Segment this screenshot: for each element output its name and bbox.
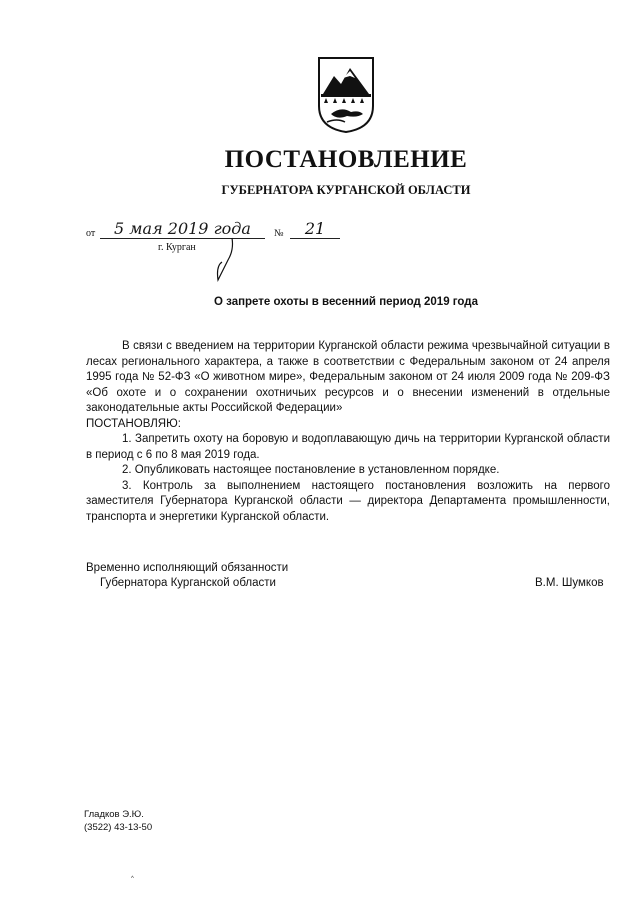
executor-name: Гладков Э.Ю. [84, 809, 144, 820]
resolution-item-1: 1. Запретить охоту на боровую и водоплавающую дичь на территории Курганской области в период с 6 по 8 мая 2019 года. [86, 433, 610, 461]
signatory-position-line2: Губернатора Курганской области [100, 577, 276, 589]
footer-mark: ^ [131, 876, 134, 882]
resolution-item-3: 3. Контроль за выполнением настоящего постановления возложить на первого заместителя Губернатора Курганской области — директора Департамента промышленности, транспорта и энергетики Курганской области. [86, 479, 610, 523]
date-prefix: от [86, 228, 96, 239]
number-label: № [274, 228, 284, 239]
handwritten-date: 5 мая 2019 года [100, 220, 265, 239]
resolve-word: ПОСТАНОВЛЯЮ: [86, 417, 181, 430]
coat-of-arms-icon [317, 56, 375, 134]
resolution-body [86, 339, 610, 525]
document-title: ПОСТАНОВЛЕНИЕ [224, 146, 468, 173]
resolution-item-2: 2. Опубликовать настоящее постановление в установленном порядке. [122, 464, 500, 476]
handwritten-mark-icon [210, 236, 240, 282]
signatory-name: В.М. Шумков [535, 577, 604, 589]
date-number-block [86, 220, 356, 280]
handwritten-number: 21 [290, 220, 340, 239]
preamble-paragraph: В связи с введением на территории Курганской области режима чрезвычайной ситуации в лесах регионального характера, а также в соответствии с Федеральным законом от 24 апреля 1995 года № 52-ФЗ «О животном мире», Федеральным законом от 24 июля 2009 года № 209-ФЗ «Об охоте и о сохранении охотничьих ресурсов и о внесении изменений в отдельные законодательные акты Российской Федерации» [86, 340, 610, 414]
city-label: г. Курган [158, 242, 196, 253]
executor-phone: (3522) 43-13-50 [84, 822, 153, 833]
signatory-position-line1: Временно исполняющий обязанности [86, 562, 289, 574]
document-subtitle: ГУБЕРНАТОРА КУРГАНСКОЙ ОБЛАСТИ [221, 183, 471, 197]
resolution-heading: О запрете охоты в весенний период 2019 года [213, 296, 478, 308]
